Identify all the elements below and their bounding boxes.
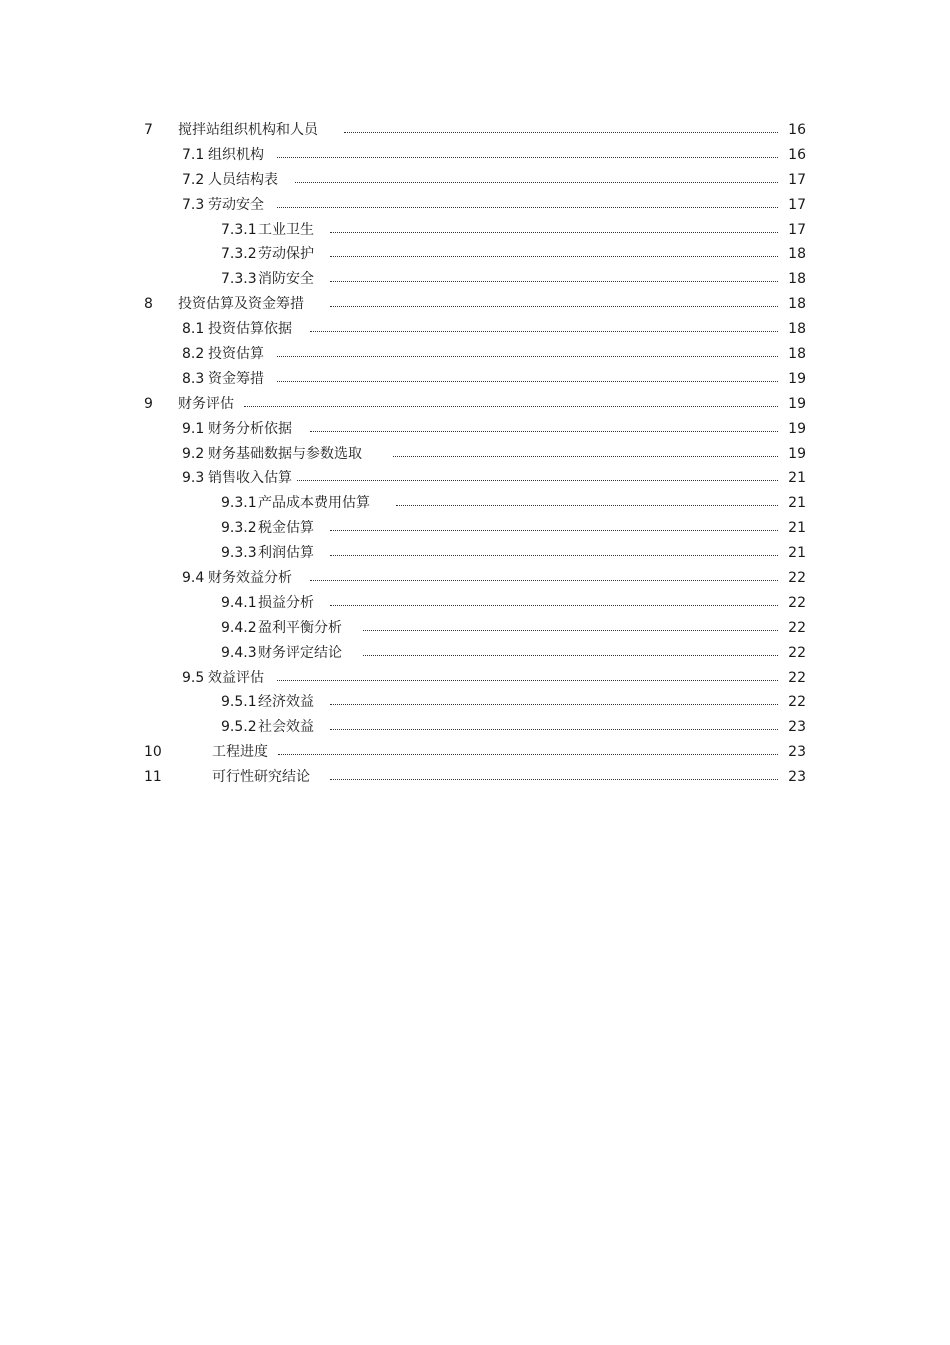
toc-page: 18 (788, 296, 806, 313)
toc-entry-11[interactable] (0, 765, 950, 790)
toc-number: 10 (144, 744, 162, 761)
toc-number: 8.2 (182, 346, 205, 363)
toc-title: 销售收入估算 (208, 470, 292, 487)
toc-number: 8 (144, 296, 153, 313)
toc-number: 9.4 (182, 570, 205, 587)
toc-title: 工业卫生 (258, 221, 314, 238)
toc-page: 19 (788, 420, 806, 437)
toc-number: 7 (144, 122, 153, 138)
toc-page: 23 (788, 769, 806, 786)
toc-page: 18 (788, 346, 806, 363)
toc-number: 9.1 (182, 420, 205, 437)
toc-leader (310, 431, 778, 432)
table-of-contents (0, 118, 950, 790)
toc-title: 利润估算 (258, 545, 314, 562)
toc-page: 22 (788, 694, 806, 711)
toc-title: 财务评估 (178, 395, 234, 412)
toc-number: 9.4.3 (221, 644, 257, 661)
toc-entry-9-1[interactable] (0, 417, 950, 442)
toc-entry-7-3[interactable] (0, 193, 950, 218)
toc-entry-9-3-1[interactable] (0, 491, 950, 516)
toc-title: 财务效益分析 (208, 570, 292, 587)
toc-leader (344, 132, 778, 133)
toc-number: 11 (144, 769, 162, 786)
toc-page: 21 (788, 545, 806, 562)
toc-number: 9 (144, 395, 153, 412)
toc-leader (277, 680, 778, 681)
toc-title: 投资估算 (208, 346, 264, 363)
toc-leader (310, 580, 778, 581)
toc-title: 经济效益 (258, 694, 314, 711)
toc-page: 18 (788, 246, 806, 263)
toc-leader (363, 630, 778, 631)
toc-entry-7-2[interactable] (0, 168, 950, 193)
toc-entry-8[interactable] (0, 292, 950, 317)
toc-title: 财务评定结论 (258, 644, 342, 661)
toc-page: 16 (788, 122, 806, 138)
toc-number: 8.1 (182, 321, 205, 338)
toc-leader (244, 406, 778, 407)
toc-entry-9-2[interactable] (0, 442, 950, 467)
toc-title: 盈利平衡分析 (258, 619, 342, 636)
toc-leader (393, 456, 778, 457)
toc-page: 21 (788, 520, 806, 537)
toc-number: 9.4.2 (221, 619, 257, 636)
toc-page: 19 (788, 395, 806, 412)
toc-entry-7[interactable] (0, 118, 950, 143)
toc-entry-7-1[interactable] (0, 143, 950, 168)
toc-title: 劳动安全 (208, 196, 264, 213)
toc-title: 人员结构表 (208, 171, 278, 188)
toc-page: 16 (788, 146, 806, 163)
toc-title: 工程进度 (212, 744, 268, 761)
toc-title: 劳动保护 (258, 246, 314, 263)
toc-title: 税金估算 (258, 520, 314, 537)
toc-entry-9-4-1[interactable] (0, 591, 950, 616)
toc-title: 社会效益 (258, 719, 314, 736)
toc-entry-9-3[interactable] (0, 466, 950, 491)
toc-entry-8-2[interactable] (0, 342, 950, 367)
toc-entry-9-3-3[interactable] (0, 541, 950, 566)
toc-title: 财务分析依据 (208, 420, 292, 437)
toc-leader (297, 480, 778, 481)
toc-entry-9-4-3[interactable] (0, 641, 950, 666)
toc-page: 18 (788, 321, 806, 338)
toc-page: 23 (788, 719, 806, 736)
toc-entry-7-3-1[interactable] (0, 218, 950, 243)
toc-page: 22 (788, 570, 806, 587)
toc-number: 7.1 (182, 146, 205, 163)
toc-entry-9-5-1[interactable] (0, 690, 950, 715)
toc-entry-9-4-2[interactable] (0, 616, 950, 641)
toc-entry-10[interactable] (0, 740, 950, 765)
toc-leader (330, 281, 778, 282)
toc-entry-9-3-2[interactable] (0, 516, 950, 541)
toc-leader (277, 207, 778, 208)
toc-number: 9.5 (182, 669, 205, 686)
toc-page: 17 (788, 171, 806, 188)
toc-entry-7-3-3[interactable] (0, 267, 950, 292)
toc-title: 资金筹措 (208, 370, 264, 387)
toc-entry-9[interactable] (0, 392, 950, 417)
toc-title: 组织机构 (208, 146, 264, 163)
toc-leader (277, 356, 778, 357)
toc-page: 21 (788, 495, 806, 512)
toc-entry-7-3-2[interactable] (0, 242, 950, 267)
toc-title: 可行性研究结论 (212, 769, 310, 786)
toc-title: 投资估算依据 (208, 321, 292, 338)
toc-title: 效益评估 (208, 669, 264, 686)
toc-entry-9-5-2[interactable] (0, 715, 950, 740)
toc-page: 22 (788, 619, 806, 636)
toc-page: 22 (788, 594, 806, 611)
toc-leader (310, 331, 778, 332)
toc-leader (277, 381, 778, 382)
toc-number: 7.3 (182, 196, 205, 213)
toc-page: 17 (788, 221, 806, 238)
toc-leader (330, 729, 778, 730)
toc-number: 7.3.3 (221, 271, 257, 288)
toc-leader (330, 232, 778, 233)
toc-page: 22 (788, 644, 806, 661)
toc-leader (277, 157, 778, 158)
toc-page: 23 (788, 744, 806, 761)
toc-page: 19 (788, 445, 806, 462)
toc-entry-9-5[interactable] (0, 666, 950, 691)
toc-leader (330, 555, 778, 556)
toc-leader (330, 704, 778, 705)
toc-leader (295, 182, 778, 183)
toc-title: 搅拌站组织机构和人员 (178, 122, 318, 138)
toc-number: 7.2 (182, 171, 205, 188)
toc-title: 产品成本费用估算 (258, 495, 370, 512)
toc-entry-8-3[interactable] (0, 367, 950, 392)
toc-page: 18 (788, 271, 806, 288)
toc-number: 9.3.3 (221, 545, 257, 562)
toc-page: 19 (788, 370, 806, 387)
toc-leader (396, 505, 778, 506)
toc-leader (330, 530, 778, 531)
toc-number: 9.3 (182, 470, 205, 487)
toc-number: 7.3.1 (221, 221, 257, 238)
toc-leader (330, 779, 778, 780)
toc-number: 8.3 (182, 370, 205, 387)
toc-leader (330, 256, 778, 257)
toc-title: 投资估算及资金筹措 (178, 296, 304, 313)
toc-entry-9-4[interactable] (0, 566, 950, 591)
toc-page: 22 (788, 669, 806, 686)
toc-number: 9.5.2 (221, 719, 257, 736)
toc-leader (330, 306, 778, 307)
toc-number: 9.4.1 (221, 594, 257, 611)
toc-page: 17 (788, 196, 806, 213)
toc-number: 7.3.2 (221, 246, 257, 263)
toc-leader (330, 605, 778, 606)
toc-page: 21 (788, 470, 806, 487)
toc-leader (363, 655, 778, 656)
toc-leader (278, 754, 778, 755)
toc-number: 9.3.2 (221, 520, 257, 537)
toc-number: 9.3.1 (221, 495, 257, 512)
toc-entry-8-1[interactable] (0, 317, 950, 342)
toc-title: 消防安全 (258, 271, 314, 288)
toc-title: 财务基础数据与参数选取 (208, 445, 362, 462)
toc-number: 9.5.1 (221, 694, 257, 711)
toc-title: 损益分析 (258, 594, 314, 611)
toc-number: 9.2 (182, 445, 205, 462)
